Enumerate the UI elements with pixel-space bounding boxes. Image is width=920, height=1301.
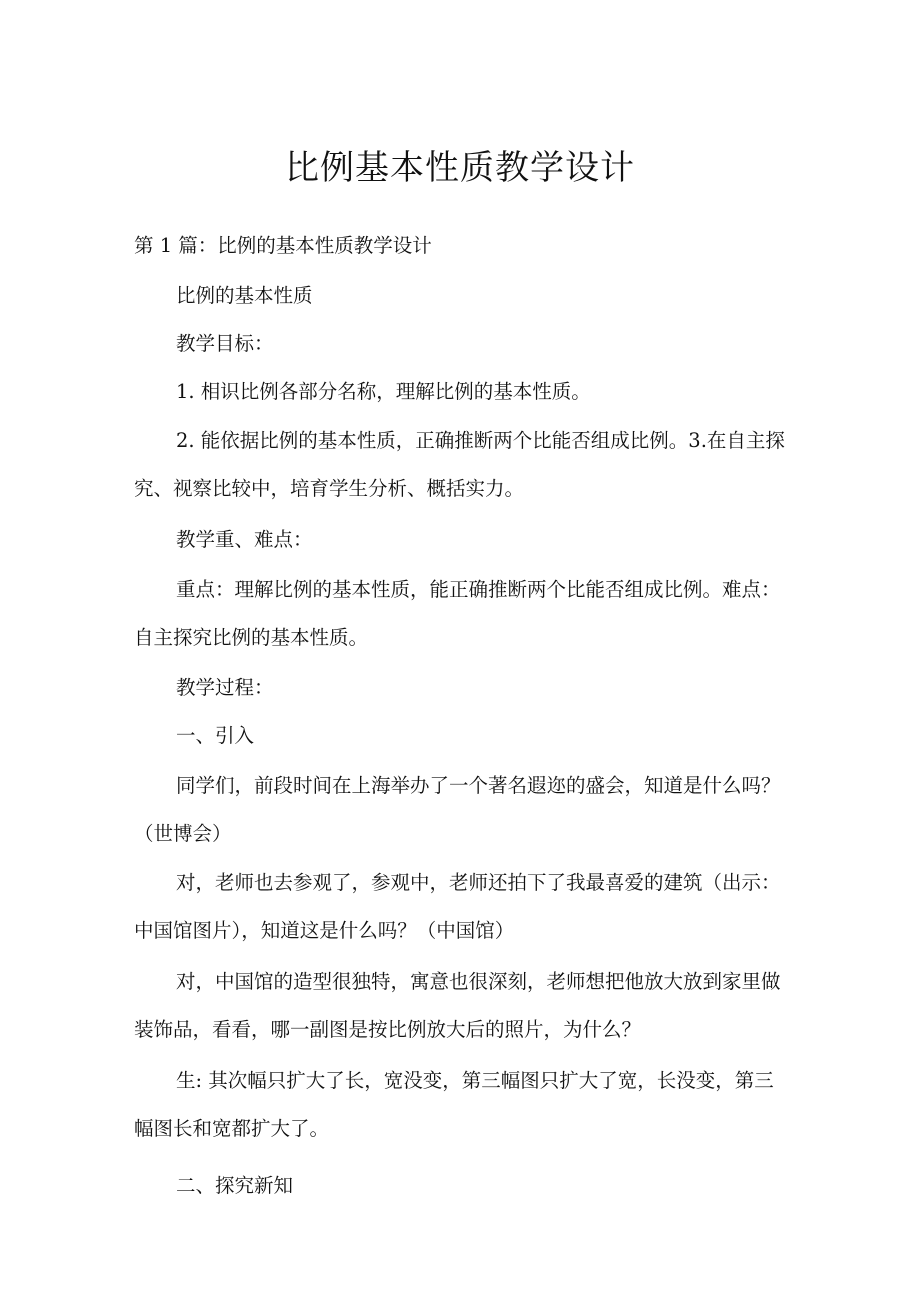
key-points-paragraph bbox=[134, 566, 794, 662]
paragraph-4 bbox=[134, 1057, 794, 1153]
paragraph-1-line-1: 同学们，前段时间在上海举办了一个著名遐迩的盛会，知道是什么吗？ bbox=[176, 774, 781, 797]
paragraph-2-line-1: 对，老师也去参观了，参观中，老师还拍下了我最喜爱的建筑（出示： bbox=[176, 871, 781, 894]
objectives-label: 教学目标： bbox=[176, 332, 274, 355]
key-points-label: 教学重、难点： bbox=[176, 528, 313, 551]
intro-heading: 一、引入 bbox=[176, 724, 255, 747]
paragraph-3-line-2: 装饰品，看看，哪一副图是按比例放大后的照片，为什么？ bbox=[134, 1018, 642, 1041]
paragraph-3 bbox=[134, 958, 794, 1054]
objective-2-line-2: 究、视察比较中，培育学生分析、概括实力。 bbox=[134, 477, 525, 500]
paragraph-2 bbox=[134, 859, 794, 955]
explore-heading: 二、探究新知 bbox=[176, 1174, 294, 1197]
process-label: 教学过程： bbox=[176, 676, 274, 699]
objective-2-line-1: 2. 能依据比例的基本性质，正确推断两个比能否组成比例。3.在自主探 bbox=[176, 429, 785, 452]
objective-2-paragraph bbox=[134, 417, 794, 513]
objective-1: 1. 相识比例各部分名称，理解比例的基本性质。 bbox=[176, 380, 591, 403]
section-heading: 第 1 篇：比例的基本性质教学设计 bbox=[134, 234, 432, 257]
paragraph-4-line-1: 生: 其次幅只扩大了长，宽没变，第三幅图只扩大了宽，长没变，第三 bbox=[176, 1069, 774, 1092]
paragraph-3-line-1: 对，中国馆的造型很独特，寓意也很深刻，老师想把他放大放到家里做 bbox=[176, 970, 781, 993]
document-title: 比例基本性质教学设计 bbox=[285, 148, 635, 188]
paragraph-1 bbox=[134, 762, 794, 858]
paragraph-4-line-2: 幅图长和宽都扩大了。 bbox=[134, 1117, 330, 1140]
lesson-title: 比例的基本性质 bbox=[176, 284, 313, 307]
paragraph-1-line-2: （世博会） bbox=[134, 822, 232, 845]
key-points-line-2: 自主探究比例的基本性质。 bbox=[134, 626, 369, 649]
paragraph-2-line-2: 中国馆图片），知道这是什么吗？（中国馆） bbox=[134, 919, 515, 942]
key-points-line-1: 重点：理解比例的基本性质，能正确推断两个比能否组成比例。难点： bbox=[176, 578, 781, 601]
